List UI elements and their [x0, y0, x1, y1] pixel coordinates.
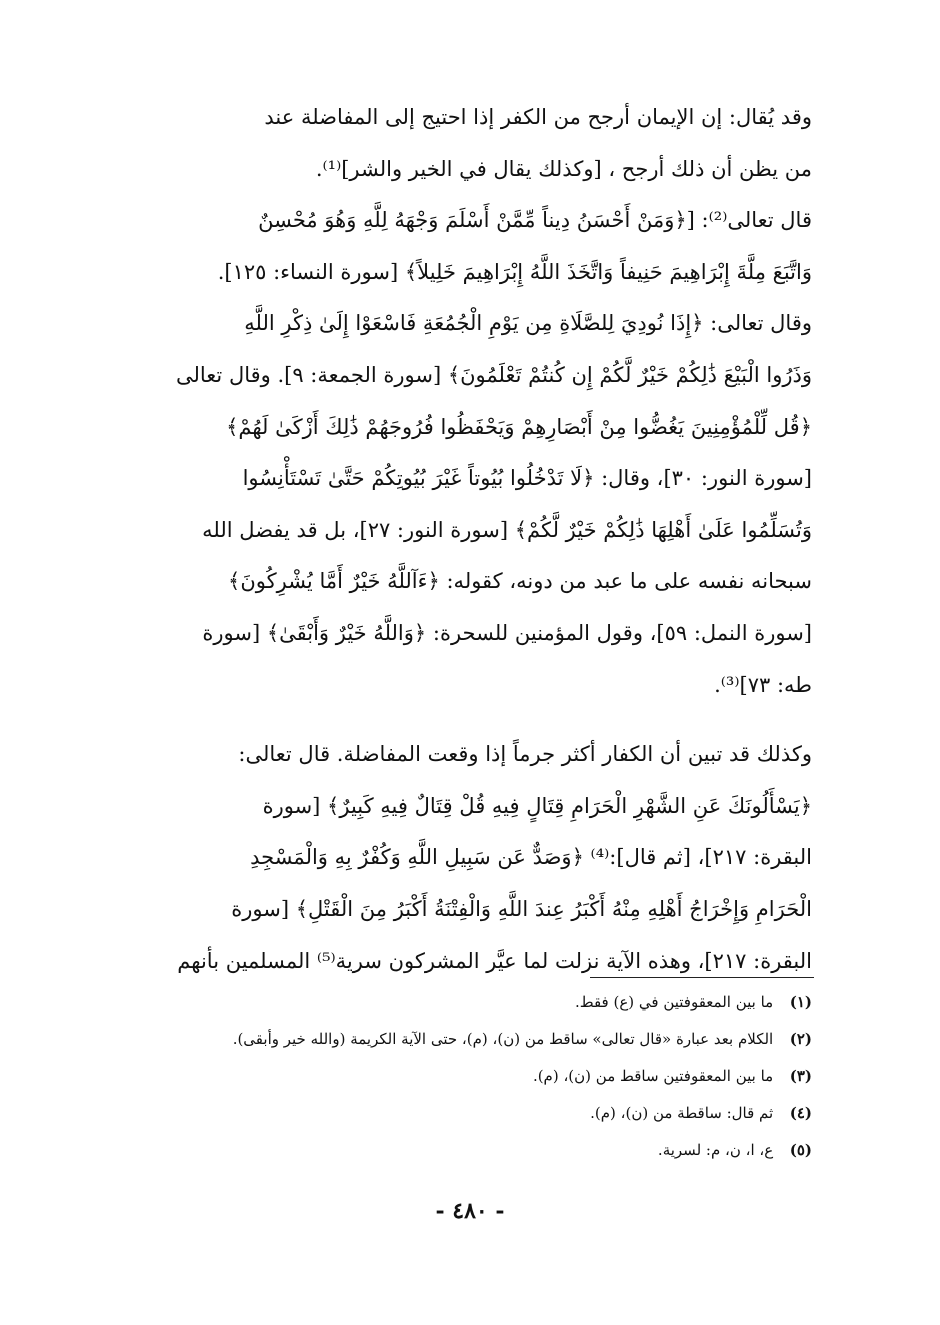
text-line: ﴿يَسْأَلُونَكَ عَنِ الشَّهْرِ الْحَرَامِ قِتَالٍ فِيهِ قُلْ قِتَالٌ فِيهِ كَبِيرٌ﴾ [سورة: [262, 793, 812, 818]
text-line: ﴿قُل لِّلْمُؤْمِنِينَ يَغُضُّوا مِنْ أَبْصَارِهِمْ وَيَحْفَظُوا فُرُوجَهُمْ ذَٰلِكَ أَزْكَىٰ لَهُمْ﴾: [226, 414, 812, 439]
text-line: من يظن أن ذلك أرجح ، [وكذلك يقال في الخير والشر]⁽¹⁾.: [315, 156, 812, 181]
footnote-divider: [590, 977, 814, 978]
footnote-text: ما بين المعقوفتين ساقط من (ن)، (م).: [532, 1067, 774, 1085]
footnote-item: [100, 1095, 812, 1132]
footnote-number: (٢): [789, 1030, 812, 1048]
text-line: البقرة: ٢١٧]، وهذه الآية نزلت لما عيَّر المشركون سرية⁽⁵⁾ المسلمين بأنهم: [177, 948, 812, 973]
text-line: وقال تعالى: ﴿إِذَا نُودِيَ لِلصَّلَاةِ مِن يَوْمِ الْجُمُعَةِ فَاسْعَوْا إِلَىٰ ذِكْرِ اللَّهِ: [244, 311, 812, 336]
footnote-item: [100, 1132, 812, 1169]
text-line: طه: ٧٣]⁽³⁾.: [714, 672, 812, 697]
footnote-number: (٣): [789, 1067, 812, 1085]
text-line: سبحانه نفسه على ما عبد من دونه، كقوله: ﴿ءَآللَّهُ خَيْرٌ أَمَّا يُشْرِكُونَ﴾: [228, 569, 812, 594]
footnote-number: (١): [789, 993, 812, 1011]
text-line: وكذلك قد تبين أن الكفار أكثر جرماً إذا وقعت المفاضلة. قال تعالى:: [238, 742, 812, 767]
footnote-text: ع، ا، ن، م: لسرية.: [657, 1141, 774, 1159]
text-line: وَتُسَلِّمُوا عَلَىٰ أَهْلِهَا ذَٰلِكُمْ خَيْرٌ لَّكُمْ﴾ [سورة النور: ٢٧]، بل قد يفضل الله: [202, 517, 812, 542]
footnote-item: [100, 984, 812, 1021]
footnote-text: ثم قال: ساقطة من (ن)، (م).: [590, 1104, 774, 1122]
footnote-number: (٥): [789, 1141, 812, 1159]
footnote-item: [100, 1021, 812, 1058]
page-number: - ٤٨٠ -: [435, 1198, 505, 1224]
text-line: [سورة النمل: ٥٩]، وقول المؤمنين للسحرة: ﴿وَاللَّهُ خَيْرٌ وَأَبْقَىٰ﴾ [سورة: [202, 620, 812, 645]
text-line: الْحَرَامِ وَإِخْرَاجُ أَهْلِهِ مِنْهُ أَكْبَرُ عِندَ اللَّهِ وَالْفِتْنَةُ أَكْبَرُ مِنَ الْقَتْلِ﴾ [سورة: [231, 896, 812, 921]
text-line: وَاتَّبَعَ مِلَّةَ إِبْرَاهِيمَ حَنِيفاً وَاتَّخَذَ اللَّهُ إِبْرَاهِيمَ خَلِيلاً﴾ [سورة النساء: ١٢٥].: [217, 259, 812, 284]
text-line: البقرة: ٢١٧]، [ثم قال]:⁽⁴⁾ ﴿وَصَدٌّ عَن سَبِيلِ اللَّهِ وَكُفْرٌ بِهِ وَالْمَسْجِدِ: [250, 845, 812, 870]
text-line: قال تعالى⁽²⁾: [﴿وَمَنْ أَحْسَنُ دِيناً مِّمَّنْ أَسْلَمَ وَجْهَهُ لِلَّهِ وَهُوَ مُحْسِنٌ: [258, 208, 812, 233]
main-text: [100, 92, 812, 987]
text-line: وَذَرُوا الْبَيْعَ ذَٰلِكُمْ خَيْرٌ لَّكُمْ إِن كُنتُمْ تَعْلَمُونَ﴾ [سورة الجمعة: ٩]. وقال تعالى: [176, 362, 812, 387]
footnote-text: الكلام بعد عبارة «قال تعالى» ساقط من (ن)، (م)، حتى الآية الكريمة (والله خير وأبقى).: [232, 1030, 774, 1048]
footnote-item: [100, 1058, 812, 1095]
footnote-number: (٤): [789, 1104, 812, 1122]
footnotes: [100, 984, 812, 1169]
footnote-text: ما بين المعقوفتين في (ع) فقط.: [574, 993, 774, 1011]
text-line: [سورة النور: ٣٠]، وقال: ﴿لَا تَدْخُلُوا بُيُوتاً غَيْرَ بُيُوتِكُمْ حَتَّىٰ تَسْتَأْنِسُوا: [242, 466, 812, 491]
text-line: وقد يُقال: إن الإيمان أرجح من الكفر إذا احتيج إلى المفاضلة عند: [264, 105, 812, 129]
